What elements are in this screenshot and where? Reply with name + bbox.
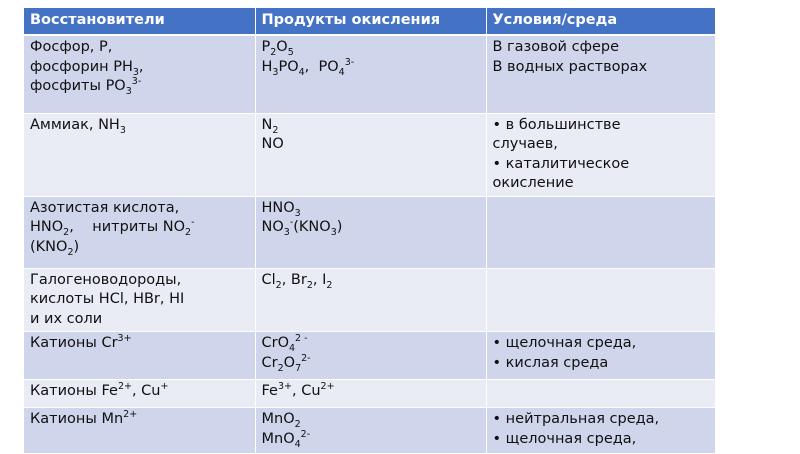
header-conditions: Условия/среда [486, 8, 715, 35]
reducer-cell [24, 332, 255, 380]
condition-bullet: • нейтральная среда, [493, 410, 709, 430]
condition-bullet: • каталитическое [493, 155, 709, 175]
product-line: MnO$_4^{2-}$ [261, 428, 311, 450]
condition-bullet: • в большинстве [493, 116, 709, 136]
conditions-cell [486, 380, 715, 408]
products-cell [255, 113, 486, 196]
conditions-cell [486, 332, 715, 380]
reducer-cell [24, 113, 255, 196]
product-line: $P_2O_5$ [261, 39, 294, 58]
product-line: $NO_3^-(KNO_3)$ [261, 217, 343, 238]
conditions-cell [486, 408, 715, 454]
condition-line: В газовой сфере [492, 39, 620, 55]
conditions-cell [486, 196, 715, 268]
condition-line: случаев, [492, 136, 558, 152]
product-line: NO [261, 136, 284, 152]
product-line: $N_2$ [261, 116, 279, 136]
products-cell [255, 408, 486, 454]
product-line: $Cr_2O_7^{2-}$ [261, 352, 311, 374]
reducer-line: Катионы $Mn^{2+}$ [30, 409, 138, 427]
reducer-line: Аммиак, $NH_3$ [30, 116, 126, 136]
table-row [24, 332, 715, 380]
reducer-line: Фосфор, P, [30, 39, 113, 55]
reducer-line: и их соли [30, 310, 103, 327]
reducer-cell [24, 268, 255, 332]
condition-bullet: • щелочная среда, [493, 430, 709, 450]
product-line: $Cl_2$, $Br_2$, $I_2$ [261, 271, 333, 291]
reducer-cell [24, 35, 255, 113]
condition-line: В водных растворах [492, 58, 648, 75]
table-row [24, 196, 715, 268]
reducer-line: фосфиты $PO_3^{3-}$ [30, 76, 142, 97]
product-line: $Fe^{3+}$, $Cu^{2+}$ [261, 381, 335, 399]
product-line: $HNO_3$ [261, 199, 301, 219]
reducer-line: фосфорин $PH_3$, [30, 58, 144, 78]
product-line: MnO$_2$ [261, 411, 301, 430]
reducer-line: Азотистая кислота, [30, 199, 180, 216]
condition-bullet: • щелочная среда, [493, 334, 709, 354]
conditions-cell [486, 113, 715, 196]
reducer-cell [24, 380, 255, 408]
conditions-cell [486, 268, 715, 332]
header-oxidation-products: Продукты окисления [255, 8, 486, 35]
reducer-line: Катионы $Cr^{3+}$ [30, 333, 132, 351]
condition-bullet: • кислая среда [493, 354, 709, 374]
reducer-line: $(KNO_2)$ [30, 238, 80, 258]
products-cell [255, 380, 486, 408]
header-row [24, 8, 715, 35]
reducer-line: $HNO_2$, нитриты $NO_2^-$ [30, 217, 195, 238]
reducer-cell [24, 196, 255, 268]
products-cell [255, 332, 486, 380]
table-row [24, 408, 715, 454]
conditions-cell [486, 35, 715, 113]
reducer-line: Катионы $Fe^{2+}$, Cu+ [30, 381, 169, 399]
products-cell [255, 196, 486, 268]
table-row [24, 35, 715, 113]
header-reducers: Восстановители [24, 8, 255, 35]
table-row [24, 380, 715, 408]
reducer-line: Галогеноводороды, [30, 271, 182, 288]
redox-table [24, 8, 716, 454]
table-row [24, 113, 715, 196]
table-row [24, 268, 715, 332]
products-cell [255, 35, 486, 113]
product-line: $H_3PO_4$, $PO_4^{3-}$ [261, 56, 355, 78]
reducer-line: кислоты HCl, HBr, HI [30, 291, 185, 307]
reducer-cell [24, 408, 255, 454]
condition-line: окисление [492, 175, 574, 191]
product-line: CrO$_4^{2 -}$ [261, 333, 308, 354]
products-cell [255, 268, 486, 332]
